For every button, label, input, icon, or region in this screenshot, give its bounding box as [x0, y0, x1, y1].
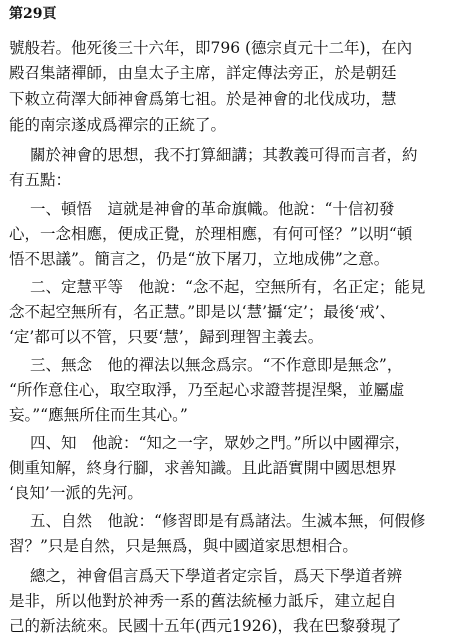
page-number-header: 第29頁 [9, 6, 57, 22]
list-item-naturalness: 五、自然 他說：“修習即是有爲諸法。生滅本無，何假修 [30, 512, 426, 530]
text-line: 號般若。他死後三十六年，即796 (德宗貞元十二年)，在內 [9, 39, 413, 57]
text-line: 有五點： [9, 171, 72, 189]
text-line: 殿召集諸禪師，由皇太子主席，詳定傳法旁正，於是朝廷 [9, 64, 397, 82]
text-line: 能的南宗遂成爲禪宗的正統了。 [9, 116, 227, 134]
list-item-samadhi-prajna: 二、定慧平等 他說：“念不起，空無所有，名正定；能見 [30, 278, 426, 296]
text-line: 念不起空無所有，名正慧。”即是以‘慧’攝‘定’；最後‘戒’、 [9, 303, 396, 321]
text-line: 妄。”“應無所住而生其心。” [9, 406, 188, 424]
text-line: 下敕立荷澤大師神會爲第七祖。於是神會的北伐成功，慧 [9, 90, 397, 108]
text-line: 己的新法統來。民國十五年(西元1926)，我在巴黎發現了 [9, 617, 402, 635]
text-line: ‘良知’一派的先河。 [9, 484, 143, 502]
text-line: 習？”只是自然，只是無爲，與中國道家思想相合。 [9, 537, 358, 555]
text-line: “所作意住心，取空取淨，乃至起心求證菩提涅槃，並屬虛 [9, 381, 405, 399]
text-line: 心，一念相應，便成正覺，於理相應，有何可怪？”以明“頓 [9, 225, 413, 243]
text-line: 側重知解，終身行腳，求善知識。且此語實開中國思想界 [9, 459, 397, 477]
list-item-knowing: 四、知 他說：“知之一字，眾妙之門。”所以中國禪宗， [30, 434, 411, 452]
text-line: 悟不思議”。簡言之，仍是“放下屠刀，立地成佛”之意。 [9, 250, 390, 268]
list-item-no-thought: 三、無念 他的禪法以無念爲宗。“不作意即是無念”， [30, 356, 403, 374]
text-line: 是非，所以他對於神秀一系的舊法統極力詆斥，建立起自 [9, 592, 397, 610]
paragraph-first-line: 總之，神會倡言爲天下學道者定宗旨，爲天下學道者辨 [30, 567, 403, 585]
paragraph-first-line: 關於神會的思想，我不打算細講；其教義可得而言者，約 [30, 146, 418, 164]
text-line: ‘定’都可以不管，只要‘慧’，歸到理智主義去。 [9, 328, 324, 346]
list-item-sudden-enlightenment: 一、頓悟 這就是神會的革命旗幟。他說：“十信初發 [30, 200, 395, 218]
